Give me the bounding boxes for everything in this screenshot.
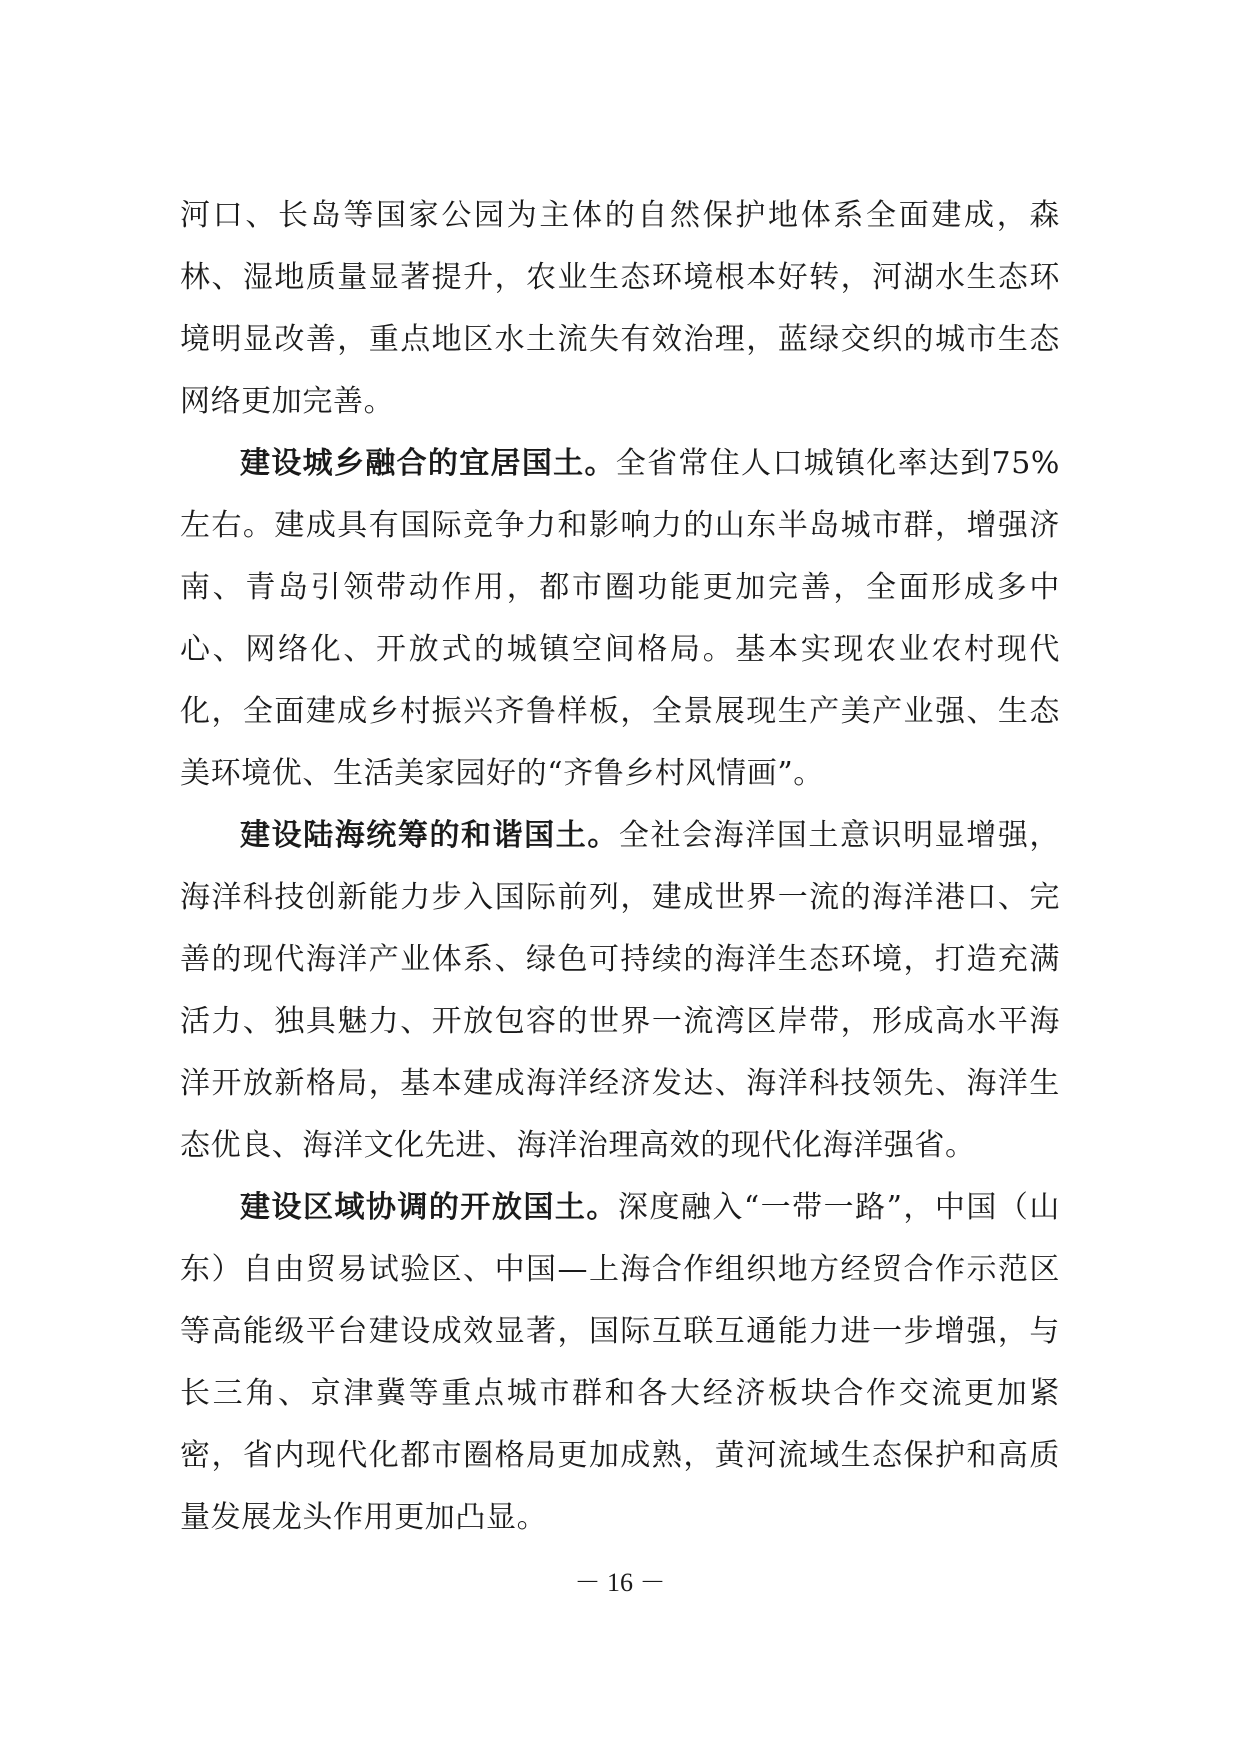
paragraph-livable-territory bbox=[180, 433, 1060, 805]
paragraph-open-territory bbox=[180, 1177, 1060, 1549]
document-body bbox=[180, 185, 1060, 1549]
paragraph-text: 全省常住人口城镇化率达到75%左右。建成具有国际竞争力和影响力的山东半岛城市群，增强济南、青岛引领带动作用，都市圈功能更加完善，全面形成多中心、网络化、开放式的城镇空间格局。基本实现农业农村现代化，全面建成乡村振兴齐鲁样板，全景展现生产美产业强、生态美环境优、生活美家园好的“齐鲁乡村风情画”。 bbox=[180, 446, 1060, 791]
page-number: － 16 － bbox=[574, 1568, 666, 1597]
paragraph-lead-heading: 建设城乡融合的宜居国土。 bbox=[240, 446, 616, 481]
paragraph-text: 河口、长岛等国家公园为主体的自然保护地体系全面建成，森林、湿地质量显著提升，农业生态环境根本好转，河湖水生态环境明显改善，重点地区水土流失有效治理，蓝绿交织的城市生态网络更加完善。 bbox=[180, 198, 1060, 419]
paragraph-text: 深度融入“一带一路”，中国（山东）自由贸易试验区、中国—上海合作组织地方经贸合作示范区等高能级平台建设成效显著，国际互联互通能力进一步增强，与长三角、京津冀等重点城市群和各大经济板块合作交流更加紧密，省内现代化都市圈格局更加成熟，黄河流域生态保护和高质量发展龙头作用更加凸显。 bbox=[180, 1190, 1060, 1535]
paragraph-continuation bbox=[180, 185, 1060, 433]
paragraph-lead-heading: 建设陆海统筹的和谐国土。 bbox=[240, 818, 619, 853]
paragraph-lead-heading: 建设区域协调的开放国土。 bbox=[240, 1190, 618, 1225]
paragraph-text: 全社会海洋国土意识明显增强，海洋科技创新能力步入国际前列，建成世界一流的海洋港口、完善的现代海洋产业体系、绿色可持续的海洋生态环境，打造充满活力、独具魅力、开放包容的世界一流湾区岸带，形成高水平海洋开放新格局，基本建成海洋经济发达、海洋科技领先、海洋生态优良、海洋文化先进、海洋治理高效的现代化海洋强省。 bbox=[180, 818, 1061, 1163]
paragraph-harmonious-territory bbox=[180, 805, 1060, 1177]
